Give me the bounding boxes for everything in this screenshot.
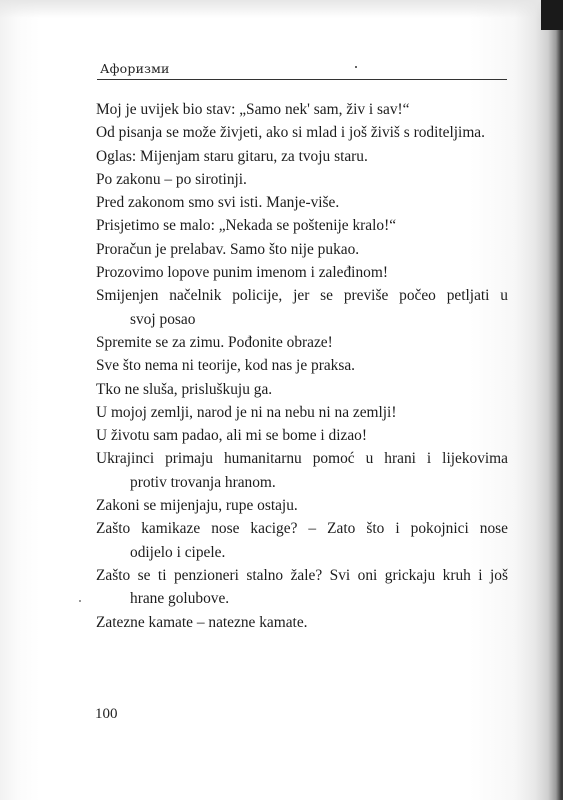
aphorism-line: Smijenjen načelnik policije, jer se previše počeo petljati u [96, 287, 508, 305]
scan-speck [79, 600, 81, 602]
aphorism-line: Moj je uvijek bio stav: „Samo nek' sam, živ i sav!“ [96, 101, 410, 118]
aphorism-line: Zašto kamikaze nose kacige? – Zato što i pokojnici nose [96, 520, 508, 538]
aphorism-line: Prozovimo lopove punim imenom i zaleđinom! [96, 264, 388, 282]
aphorism-line: Ukrajinci primaju humanitarnu pomoć u hrani i lijekovima [96, 450, 508, 468]
page-number: 100 [95, 706, 118, 722]
aphorism-line: Sve što nema ni teorije, kod nas je praksa. [96, 357, 356, 375]
aphorism-line: Oglas: Mijenjam staru gitaru, za tvoju staru. [96, 147, 368, 165]
aphorism-line: Po zakonu – po sirotinji. [96, 170, 247, 188]
aphorism-continuation: protiv trovanja hranom. [130, 473, 276, 491]
aphorism-list [96, 98, 508, 634]
scan-corner-shadow [541, 0, 563, 30]
aphorism-line: Zatezne kamate – natezne kamate. [96, 613, 308, 631]
scan-top-shadow [0, 0, 563, 18]
aphorism-line: U životu sam padao, ali mi se bome i dizao! [96, 427, 367, 445]
aphorism-line: Pred zakonom smo svi isti. Manje-više. [96, 194, 340, 212]
header-title: Афоризми [100, 61, 170, 76]
aphorism-line: Prisjetimo se malo: „Nekada se poštenije kralo!“ [96, 217, 397, 235]
aphorism-line: U mojoj zemlji, narod je ni na nebu ni na zemlji! [96, 403, 397, 421]
aphorism-line: Zašto se ti penzioneri stalno žale? Svi oni grickaju kruh i još [96, 566, 508, 584]
aphorism-line: Proračun je prelabav. Samo što nije pukao. [96, 240, 360, 258]
header-speck [355, 66, 357, 68]
aphorism-continuation: hrane golubove. [130, 590, 230, 608]
aphorism-line: Tko ne sluša, prisluškuju ga. [96, 380, 273, 398]
aphorism-continuation: odijelo i cipele. [130, 543, 226, 561]
aphorism-line: Zakoni se mijenjaju, rupe ostaju. [96, 497, 298, 515]
aphorism-continuation: svoj posao [130, 310, 196, 328]
running-header [97, 61, 507, 81]
aphorism-line: Od pisanja se može živjeti, ako si mlad i još živiš s roditeljima. [96, 124, 485, 142]
header-rule [97, 79, 507, 80]
aphorism-line: Spremite se za zimu. Pođonite obraze! [96, 333, 333, 351]
